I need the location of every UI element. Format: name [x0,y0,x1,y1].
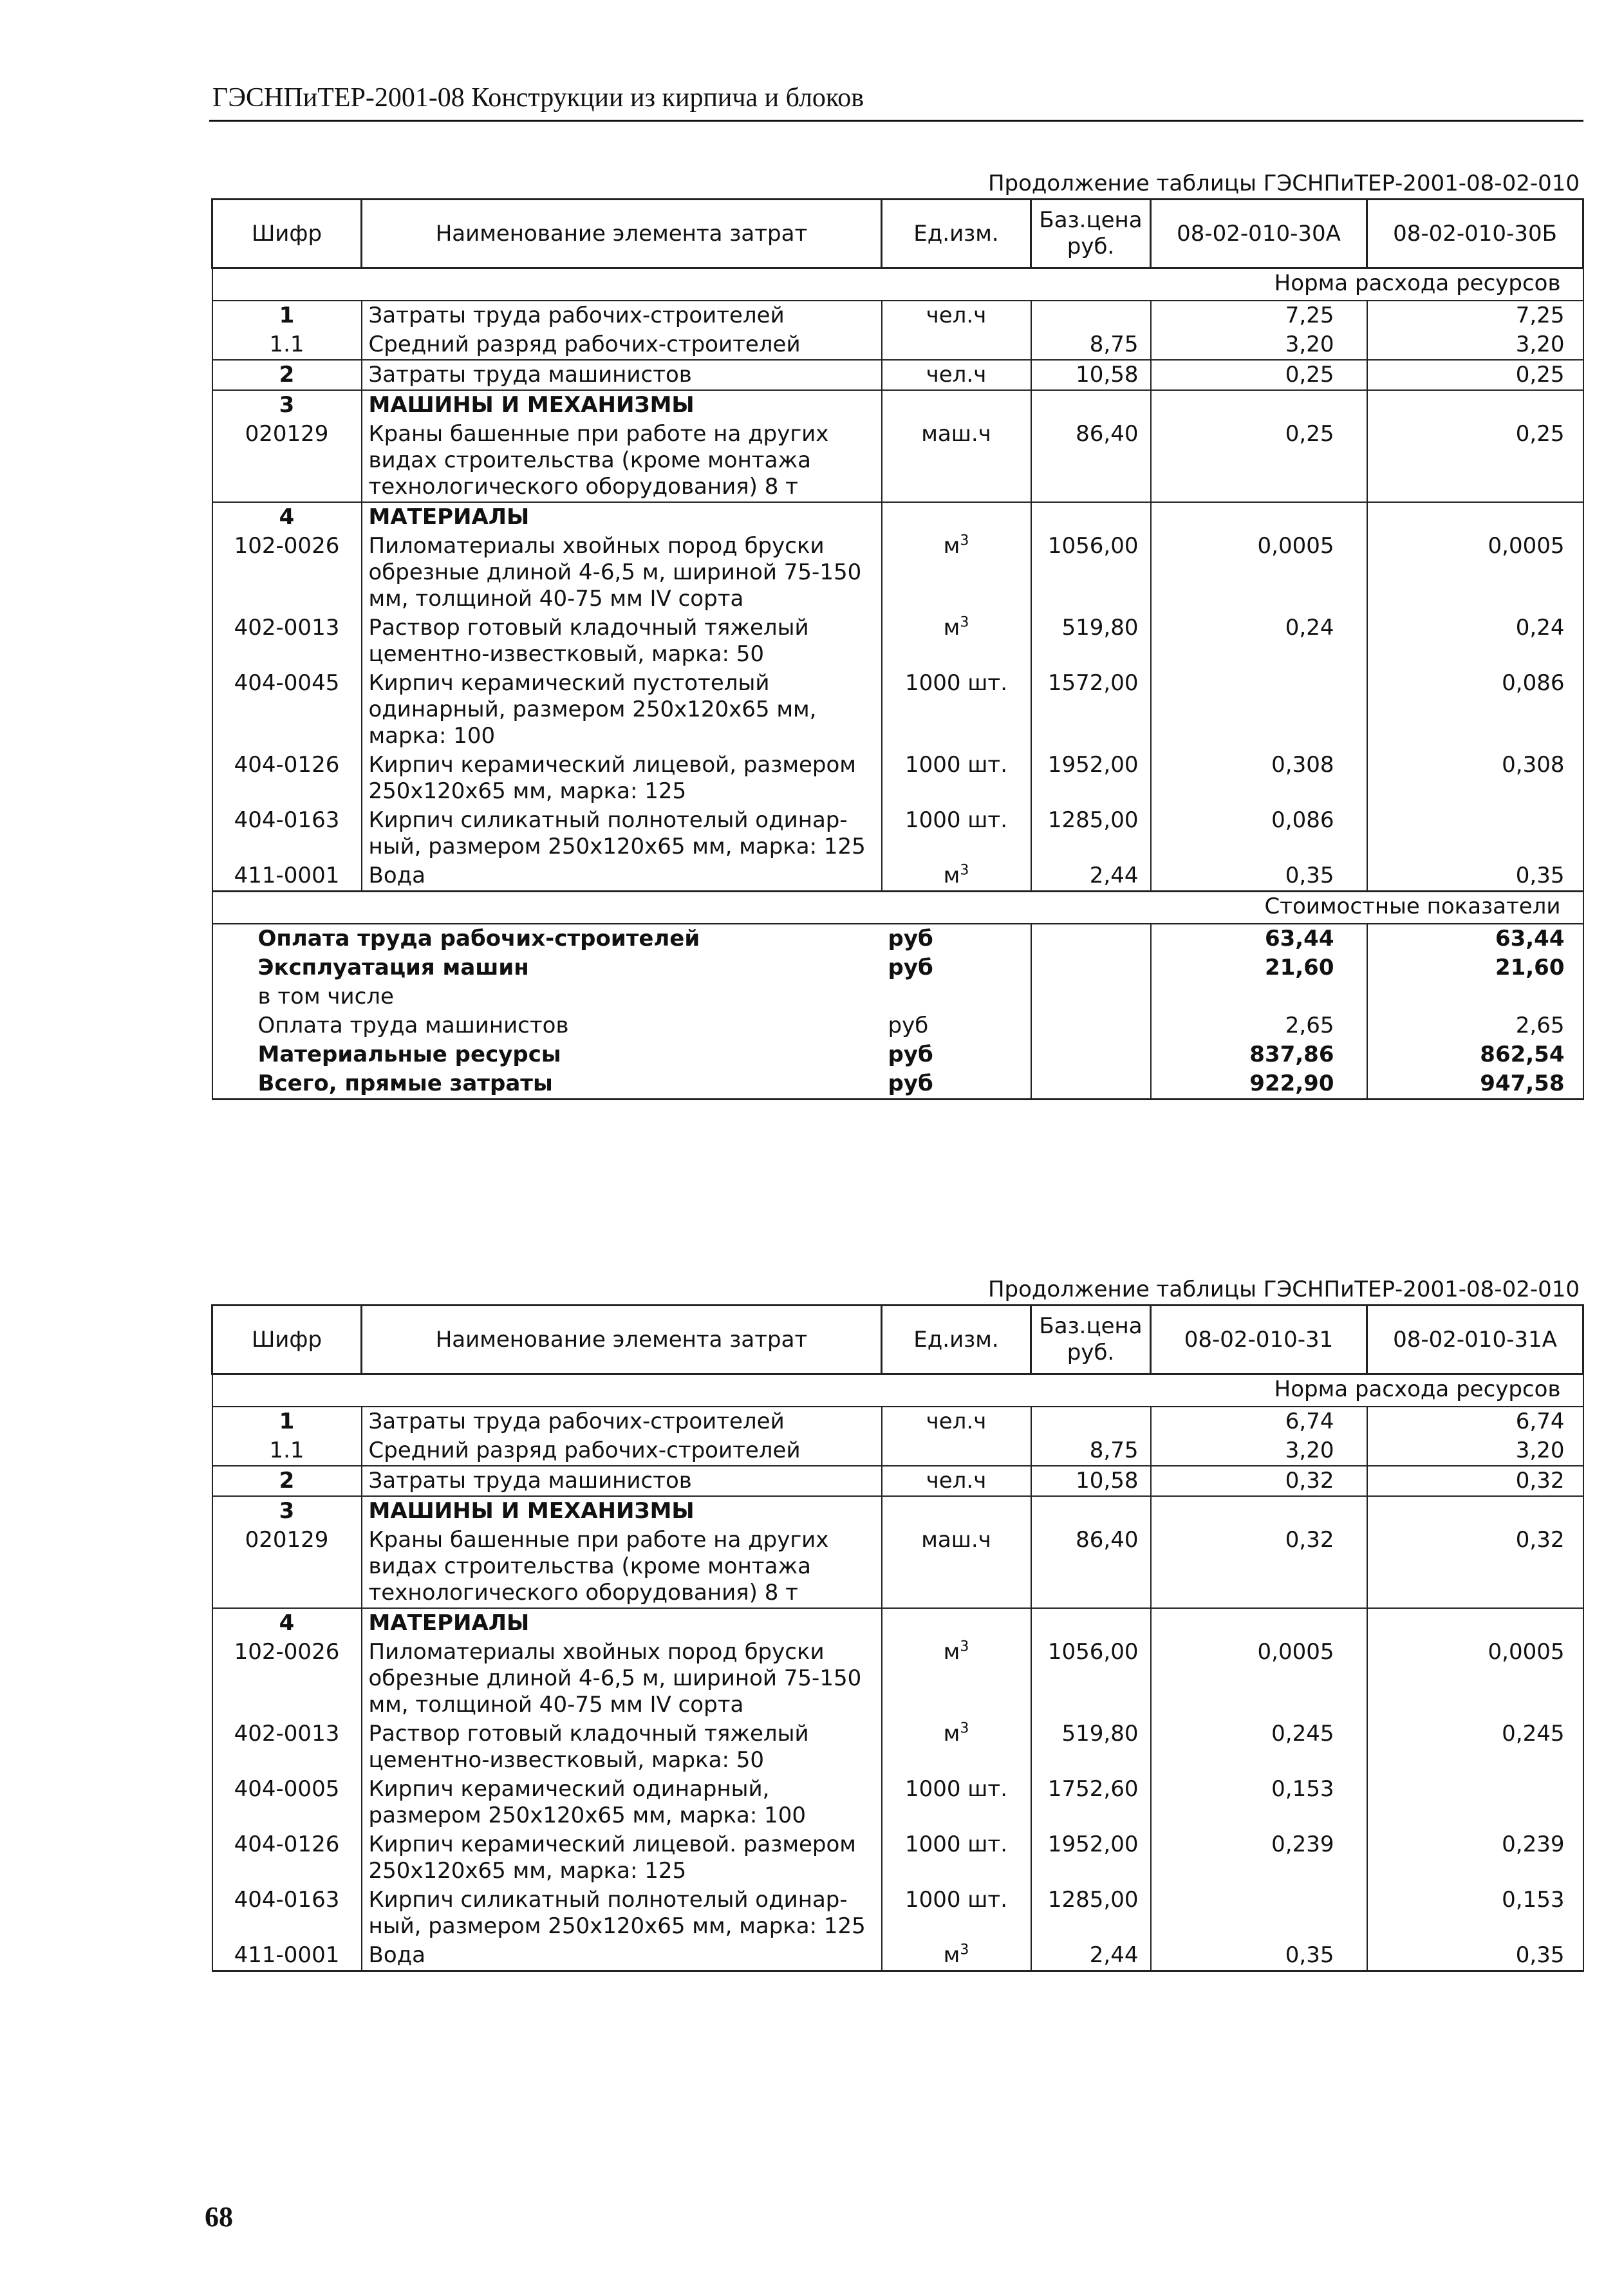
table-row [212,1526,1583,1608]
cell-unit: чел.ч [882,1407,1031,1436]
cost-unit [882,982,1031,1011]
table-row [212,1638,1583,1719]
cell-price [1031,1407,1151,1436]
cell-norm-2: 0,308 [1367,751,1583,806]
col-header-price: Баз.цена руб. [1031,200,1151,268]
cost-label: Материальные ресурсы [212,1040,882,1069]
norm-band-label: Норма расхода ресурсов [212,268,1583,301]
cell-norm-1 [1151,390,1367,420]
cell-price: 1952,00 [1031,751,1151,806]
table-row [212,614,1583,669]
cell-name: Раствор готовый кладочный тяжелый цементно-известковый, марка: 50 [362,614,882,669]
table-row [212,1775,1583,1830]
table-row [212,360,1583,390]
cell-price: 1752,60 [1031,1775,1151,1830]
cost-row [212,924,1583,953]
cell-unit: $м^3$ [882,614,1031,669]
cell-name: Затраты труда рабочих-строителей [362,1407,882,1436]
cell-code: 1.1 [212,1436,362,1466]
page-number: 68 [205,2201,233,2233]
table-row [212,502,1583,532]
cell-norm-2: 0,25 [1367,420,1583,502]
cell-unit [882,1436,1031,1466]
cost-value-1: 2,65 [1151,1011,1367,1040]
cell-code: 1 [212,301,362,330]
cell-unit [882,1496,1031,1526]
cell-code: 020129 [212,420,362,502]
cell-norm-2: 0,153 [1367,1886,1583,1941]
cost-value-2: 2,65 [1367,1011,1583,1040]
cell-norm-2 [1367,1608,1583,1638]
cell-unit: маш.ч [882,1526,1031,1608]
cell-code: 1.1 [212,330,362,360]
cell-unit: маш.ч [882,420,1031,502]
cost-band-row [212,892,1583,924]
cell-price: 1572,00 [1031,669,1151,751]
cell-price: 519,80 [1031,1719,1151,1775]
col-header-code: Шифр [212,200,362,268]
cell-price [1031,390,1151,420]
col-header-name: Наименование элемента затрат [362,1306,882,1374]
cell-code: 404-0045 [212,669,362,751]
superscript-three: 3 [960,614,969,631]
cell-code: 1 [212,1407,362,1436]
cell-norm-2: 0,25 [1367,360,1583,390]
cell-name: МАШИНЫ И МЕХАНИЗМЫ [362,390,882,420]
cell-norm-1: 0,32 [1151,1526,1367,1608]
cell-code: 102-0026 [212,532,362,614]
cell-name: Вода [362,1941,882,1971]
continuation-caption: Продолжение таблицы ГЭСНПиТЕР-2001-08-02-010 [987,1277,1580,1302]
cell-norm-2: 0,35 [1367,861,1583,892]
cell-norm-1: 0,24 [1151,614,1367,669]
norm-band-label: Норма расхода ресурсов [212,1374,1583,1407]
cell-unit [882,390,1031,420]
cell-code: 4 [212,1608,362,1638]
superscript-three: 3 [960,1942,969,1958]
cost-row [212,982,1583,1011]
cell-code: 404-0163 [212,1886,362,1941]
cell-norm-1: 0,25 [1151,360,1367,390]
cell-unit: $м^3$ [882,1941,1031,1971]
cell-name: Кирпич керамический одинарный, размером 250x120x65 мм, марка: 100 [362,1775,882,1830]
table-row [212,420,1583,502]
cell-code: 3 [212,390,362,420]
cell-norm-2: 0,239 [1367,1830,1583,1886]
cell-price: 1285,00 [1031,806,1151,861]
table-row [212,1608,1583,1638]
cell-norm-2 [1367,390,1583,420]
cell-name: Кирпич силикатный полнотелый одинар-ный, размером 250x120x65 мм, марка: 125 [362,1886,882,1941]
resource-table-2 [211,1275,1582,1972]
cell-norm-1: 0,35 [1151,861,1367,892]
cost-unit: руб [888,1042,933,1067]
cell-name: Кирпич керамический пустотелый одинарный, размером 250x120x65 мм, марка: 100 [362,669,882,751]
table-row [212,1436,1583,1466]
cell-name: Вода [362,861,882,892]
cost-value-1: 21,60 [1151,953,1367,982]
col-header-norm-2: 08-02-010-31А [1367,1306,1583,1374]
cost-unit: руб [888,926,933,951]
cell-norm-1: 0,0005 [1151,532,1367,614]
cell-code: 411-0001 [212,861,362,892]
cost-label: Оплата труда машинистов [212,1011,882,1040]
cell-name: Средний разряд рабочих-строителей [362,1436,882,1466]
cell-price: 1285,00 [1031,1886,1151,1941]
cost-value-2: 21,60 [1367,953,1583,982]
superscript-three: 3 [960,862,969,879]
cell-unit: 1000 шт. [882,751,1031,806]
cell-norm-2: 0,32 [1367,1526,1583,1608]
cell-code: 404-0163 [212,806,362,861]
cell-norm-1: 0,153 [1151,1775,1367,1830]
cost-price-empty [1031,1069,1151,1100]
cost-unit: руб [882,1069,1031,1100]
resource-rows [212,1407,1583,1971]
cell-name: Средний разряд рабочих-строителей [362,330,882,360]
cell-code: 411-0001 [212,1941,362,1971]
running-header: ГЭСНПиТЕР-2001-08 Конструкции из кирпича и блоков [212,83,864,113]
cell-name: МАТЕРИАЛЫ [362,1608,882,1638]
col-header-price: Баз.цена руб. [1031,1306,1151,1374]
cell-norm-1 [1151,1496,1367,1526]
table-row [212,1496,1583,1526]
cell-name: Раствор готовый кладочный тяжелый цементно-известковый, марка: 50 [362,1719,882,1775]
cell-price: 86,40 [1031,1526,1151,1608]
cell-code: 2 [212,1466,362,1496]
cell-code: 404-0126 [212,1830,362,1886]
cell-unit: $м^3$ [882,861,1031,892]
cell-norm-1: 3,20 [1151,330,1367,360]
cell-norm-2: 0,086 [1367,669,1583,751]
table-row [212,1719,1583,1775]
cell-name: Затраты труда машинистов [362,1466,882,1496]
table-row [212,751,1583,806]
norm-band-row [212,268,1583,301]
table-row [212,806,1583,861]
cost-value-2: 947,58 [1367,1069,1583,1100]
cell-price: 8,75 [1031,330,1151,360]
cell-norm-1: 0,0005 [1151,1638,1367,1719]
cell-norm-1: 3,20 [1151,1436,1367,1466]
cell-code: 402-0013 [212,614,362,669]
cell-price: 1952,00 [1031,1830,1151,1886]
cost-label: Оплата труда рабочих-строителей [212,924,882,953]
cost-value-1 [1151,982,1367,1011]
header-row [212,1306,1583,1374]
table-row [212,1407,1583,1436]
table-row [212,301,1583,330]
continuation-caption: Продолжение таблицы ГЭСНПиТЕР-2001-08-02-010 [987,171,1580,196]
table-row [212,330,1583,360]
cell-unit: $м^3$ [882,532,1031,614]
col-header-norm-2: 08-02-010-30Б [1367,200,1583,268]
cell-unit: чел.ч [882,1466,1031,1496]
col-header-name: Наименование элемента затрат [362,200,882,268]
cost-label: в том числе [212,982,882,1011]
col-header-unit: Ед.изм. [882,1306,1031,1374]
cell-code: 102-0026 [212,1638,362,1719]
cell-norm-2: 3,20 [1367,1436,1583,1466]
cell-norm-1: 7,25 [1151,301,1367,330]
cell-norm-2: 0,0005 [1367,1638,1583,1719]
table-row [212,390,1583,420]
cell-unit: 1000 шт. [882,1830,1031,1886]
col-header-unit: Ед.изм. [882,200,1031,268]
cell-price: 10,58 [1031,1466,1151,1496]
norm-band-row [212,1374,1583,1407]
cell-code: 4 [212,502,362,532]
cell-unit [882,330,1031,360]
cell-norm-1: 0,32 [1151,1466,1367,1496]
cost-value-1: 922,90 [1151,1069,1367,1100]
superscript-three: 3 [960,1638,969,1655]
cell-norm-1: 0,35 [1151,1941,1367,1971]
cost-row [212,1069,1583,1100]
cell-norm-2: 0,24 [1367,614,1583,669]
cell-norm-2 [1367,1496,1583,1526]
cell-code: 404-0005 [212,1775,362,1830]
cell-norm-1: 0,239 [1151,1830,1367,1886]
cost-label: Эксплуатация машин [212,953,882,982]
cell-norm-2 [1367,806,1583,861]
cell-unit: 1000 шт. [882,669,1031,751]
cell-price: 8,75 [1031,1436,1151,1466]
cell-code: 2 [212,360,362,390]
table-row [212,1886,1583,1941]
cost-price-empty [1031,1011,1151,1040]
header-row [212,200,1583,268]
cell-norm-1 [1151,669,1367,751]
table-row [212,1941,1583,1971]
cost-label: Всего, прямые затраты [212,1069,882,1100]
cost-price-empty [1031,953,1151,982]
cell-unit: $м^3$ [882,1719,1031,1775]
cell-code: 402-0013 [212,1719,362,1775]
cell-name: Кирпич силикатный полнотелый одинар-ный, размером 250x120x65 мм, марка: 125 [362,806,882,861]
cell-norm-1: 0,25 [1151,420,1367,502]
cell-price [1031,1496,1151,1526]
cell-price [1031,1608,1151,1638]
cost-unit: руб [888,955,933,980]
cell-unit: чел.ч [882,301,1031,330]
cell-unit [882,1608,1031,1638]
cell-name: Затраты труда машинистов [362,360,882,390]
cost-unit: руб [888,1013,929,1038]
cell-name: МАТЕРИАЛЫ [362,502,882,532]
cell-name: Пиломатериалы хвойных пород бруски обрезные длиной 4-6,5 м, шириной 75-150 мм, толщиной 40-75 мм IV сорта [362,1638,882,1719]
cell-name: Кирпич керамический лицевой, размером 250x120x65 мм, марка: 125 [362,751,882,806]
cost-price-empty [1031,1040,1151,1069]
superscript-three: 3 [960,1720,969,1737]
cell-norm-2: 0,35 [1367,1941,1583,1971]
cell-name: Краны башенные при работе на других видах строительства (кроме монтажа технологического оборудования) 8 т [362,1526,882,1608]
cell-price [1031,502,1151,532]
cell-unit: 1000 шт. [882,806,1031,861]
cost-band-label: Стоимостные показатели [212,892,1583,924]
cell-norm-1 [1151,1886,1367,1941]
cell-norm-1: 6,74 [1151,1407,1367,1436]
cell-price: 1056,00 [1031,532,1151,614]
cell-norm-2: 0,32 [1367,1466,1583,1496]
cell-norm-2 [1367,502,1583,532]
cell-name: Затраты труда рабочих-строителей [362,301,882,330]
table-row [212,532,1583,614]
cell-norm-2: 6,74 [1367,1407,1583,1436]
cell-code: 020129 [212,1526,362,1608]
cost-price-empty [1031,924,1151,953]
col-header-norm-1: 08-02-010-31 [1151,1306,1367,1374]
cell-unit: $м^3$ [882,1638,1031,1719]
cell-price: 2,44 [1031,861,1151,892]
cell-code: 3 [212,1496,362,1526]
cell-norm-1 [1151,1608,1367,1638]
cost-value-2 [1367,982,1583,1011]
col-header-norm-1: 08-02-010-30А [1151,200,1367,268]
cost-row [212,1040,1583,1069]
cost-value-1: 837,86 [1151,1040,1367,1069]
cost-price-empty [1031,982,1151,1011]
cell-norm-1: 0,086 [1151,806,1367,861]
resource-rows [212,301,1583,892]
cell-code: 404-0126 [212,751,362,806]
cell-norm-2: 0,245 [1367,1719,1583,1775]
norm-table [211,1304,1584,1972]
cost-row [212,1011,1583,1040]
norm-table [211,198,1584,1100]
cost-value-1: 63,44 [1151,924,1367,953]
cell-norm-2: 7,25 [1367,301,1583,330]
table-row [212,1466,1583,1496]
cell-unit: чел.ч [882,360,1031,390]
cost-value-2: 63,44 [1367,924,1583,953]
cell-norm-1: 0,245 [1151,1719,1367,1775]
cell-price: 2,44 [1031,1941,1151,1971]
cell-norm-2: 3,20 [1367,330,1583,360]
cell-name: Кирпич керамический лицевой. размером 250x120x65 мм, марка: 125 [362,1830,882,1886]
cell-norm-2 [1367,1775,1583,1830]
table-row [212,861,1583,892]
cell-price [1031,301,1151,330]
cell-unit: 1000 шт. [882,1775,1031,1830]
cell-name: Пиломатериалы хвойных пород бруски обрезные длиной 4-6,5 м, шириной 75-150 мм, толщиной 40-75 мм IV сорта [362,532,882,614]
cell-name: МАШИНЫ И МЕХАНИЗМЫ [362,1496,882,1526]
header-rule [209,120,1583,122]
cell-name: Краны башенные при работе на других видах строительства (кроме монтажа технологического оборудования) 8 т [362,420,882,502]
cell-norm-2: 0,0005 [1367,532,1583,614]
cell-price: 1056,00 [1031,1638,1151,1719]
cell-unit: 1000 шт. [882,1886,1031,1941]
cell-price: 519,80 [1031,614,1151,669]
cell-norm-1: 0,308 [1151,751,1367,806]
cost-rows [212,924,1583,1100]
cell-price: 10,58 [1031,360,1151,390]
table-row [212,1830,1583,1886]
col-header-code: Шифр [212,1306,362,1374]
resource-table-1 [211,169,1582,1100]
cost-row [212,953,1583,982]
cost-value-2: 862,54 [1367,1040,1583,1069]
superscript-three: 3 [960,532,969,549]
cell-unit [882,502,1031,532]
table-row [212,669,1583,751]
cell-norm-1 [1151,502,1367,532]
cell-price: 86,40 [1031,420,1151,502]
